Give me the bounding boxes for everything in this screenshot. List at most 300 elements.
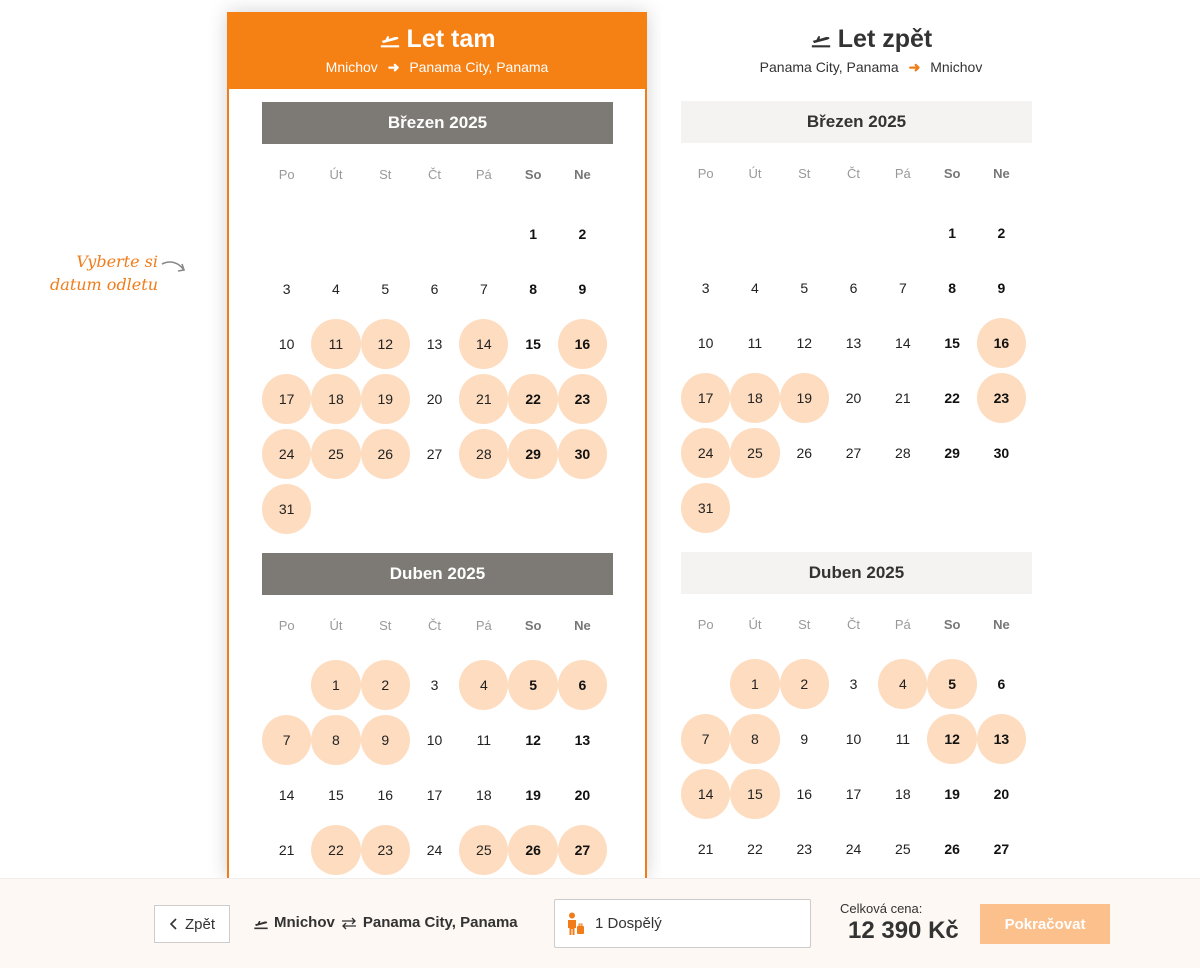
available-day[interactable]	[927, 711, 976, 766]
calendar-day	[878, 370, 927, 425]
day-number: 11	[311, 319, 360, 369]
inbound-destination: Mnichov	[930, 59, 983, 75]
day-number: 23	[558, 374, 607, 424]
weekday-label: St	[798, 166, 811, 181]
weekday-label: Pá	[475, 167, 492, 182]
available-day[interactable]	[681, 480, 730, 535]
day-number: 16	[377, 786, 394, 803]
empty-day	[459, 206, 508, 261]
weekday-label: Út	[329, 618, 343, 633]
day-number: 19	[780, 373, 829, 423]
weekday-label: Po	[278, 167, 295, 182]
day-number: 22	[944, 389, 960, 406]
weekday-label: St	[379, 618, 392, 633]
weekday-label: Pá	[894, 617, 911, 632]
calendar-day	[927, 315, 976, 370]
day-number: 5	[800, 279, 809, 296]
calendar-day	[681, 315, 730, 370]
day-number: 16	[558, 319, 607, 369]
day-number: 3	[701, 279, 710, 296]
calendar-day	[508, 767, 557, 822]
day-number: 10	[278, 335, 295, 352]
day-number: 18	[730, 373, 779, 423]
day-number: 1	[529, 225, 538, 242]
calendar-day	[262, 316, 311, 371]
available-day[interactable]	[311, 657, 360, 712]
weekday-label: Čt	[847, 166, 861, 181]
available-day[interactable]	[977, 370, 1026, 425]
calendar-day	[262, 822, 311, 877]
calendar-day	[410, 371, 459, 426]
available-day[interactable]	[262, 481, 311, 536]
available-day[interactable]	[361, 426, 410, 481]
day-number: 15	[328, 786, 344, 803]
available-day[interactable]	[558, 371, 607, 426]
empty-day	[410, 206, 459, 261]
month-title: Březen 2025	[681, 101, 1032, 143]
day-number: 7	[262, 715, 311, 765]
available-day[interactable]	[508, 822, 557, 877]
calendar-day	[927, 205, 976, 260]
day-number: 23	[796, 840, 813, 857]
day-number: 21	[278, 841, 295, 858]
day-number: 23	[977, 373, 1026, 423]
empty-day	[730, 205, 779, 260]
calendar-day	[780, 315, 829, 370]
day-number: 8	[730, 714, 779, 764]
calendar-day	[681, 260, 730, 315]
calendar-day	[508, 261, 557, 316]
day-number: 2	[361, 660, 410, 710]
calendar-day	[311, 767, 360, 822]
outbound-destination: Panama City, Panama	[409, 59, 549, 75]
day-number: 15	[730, 769, 779, 819]
day-number: 11	[895, 730, 911, 747]
calendar-day	[878, 766, 927, 821]
day-grid	[681, 143, 1032, 535]
day-number: 5	[381, 280, 390, 297]
day-number: 24	[426, 841, 443, 858]
day-number: 19	[361, 374, 410, 424]
day-number: 27	[845, 444, 862, 461]
empty-day	[878, 205, 927, 260]
calendar-day	[508, 316, 557, 371]
available-day[interactable]	[681, 425, 730, 480]
empty-day	[361, 206, 410, 261]
calendar-day	[977, 821, 1026, 876]
available-day[interactable]	[730, 370, 779, 425]
available-day[interactable]	[558, 316, 607, 371]
available-day[interactable]	[780, 656, 829, 711]
day-number: 22	[508, 374, 557, 424]
day-number: 18	[311, 374, 360, 424]
total-price-label: Celková cena:	[840, 901, 923, 916]
calendar-day	[829, 370, 878, 425]
month-block	[681, 101, 1032, 535]
day-number: 8	[948, 279, 957, 296]
calendar-day	[780, 821, 829, 876]
curved-arrow-icon	[160, 258, 188, 278]
day-number: 4	[459, 660, 508, 710]
day-number: 14	[278, 786, 295, 803]
month-block	[262, 553, 613, 932]
empty-day	[681, 656, 730, 711]
day-number: 6	[997, 675, 1006, 692]
calendar-day	[927, 766, 976, 821]
day-number: 13	[977, 714, 1026, 764]
calendar-day	[410, 822, 459, 877]
day-number: 25	[730, 428, 779, 478]
day-number: 24	[681, 428, 730, 478]
day-number: 10	[845, 730, 862, 747]
calendar-day	[730, 821, 779, 876]
day-number: 9	[578, 280, 587, 297]
calendar-day	[508, 712, 557, 767]
weekday-label: So	[524, 618, 542, 633]
weekday-label: Po	[697, 617, 714, 632]
day-number: 15	[525, 335, 541, 352]
calendar-day	[459, 261, 508, 316]
day-number: 13	[845, 334, 862, 351]
month-block	[681, 552, 1032, 931]
available-day[interactable]	[730, 766, 779, 821]
available-day[interactable]	[681, 766, 730, 821]
weekday-label: Čt	[428, 167, 442, 182]
calendar-day	[410, 767, 459, 822]
day-number: 31	[262, 484, 311, 534]
calendar-day	[558, 712, 607, 767]
available-day[interactable]	[311, 822, 360, 877]
day-number: 12	[361, 319, 410, 369]
day-number: 3	[282, 280, 291, 297]
day-number: 25	[895, 840, 911, 857]
day-number: 17	[845, 785, 862, 802]
calendar-day	[459, 767, 508, 822]
day-number: 17	[262, 374, 311, 424]
calendar-day	[730, 260, 779, 315]
available-day[interactable]	[558, 426, 607, 481]
calendar-day	[410, 261, 459, 316]
outbound-calendar	[229, 102, 645, 932]
day-number: 26	[796, 444, 813, 461]
day-number: 14	[459, 319, 508, 369]
day-number: 11	[747, 334, 763, 351]
available-day[interactable]	[730, 425, 779, 480]
day-number: 21	[459, 374, 508, 424]
weekday-label: Út	[748, 617, 762, 632]
available-day[interactable]	[262, 371, 311, 426]
date-hint	[48, 250, 158, 296]
calendar-day	[829, 425, 878, 480]
day-number: 22	[747, 840, 763, 857]
calendar-day	[558, 767, 607, 822]
day-number: 1	[948, 224, 957, 241]
hint-line-1: Vyberte si	[76, 252, 158, 271]
outbound-title: Let tam	[406, 25, 496, 53]
inbound-panel	[661, 12, 1081, 878]
day-number: 21	[895, 389, 911, 406]
day-number: 29	[944, 444, 960, 461]
day-number: 19	[944, 785, 960, 802]
calendar-day	[780, 260, 829, 315]
day-number: 27	[993, 840, 1010, 857]
day-number: 24	[845, 840, 862, 857]
trip-destination: Panama City, Panama	[362, 914, 518, 931]
available-day[interactable]	[361, 657, 410, 712]
calendar-day	[977, 260, 1026, 315]
calendar-day	[780, 766, 829, 821]
day-number: 7	[898, 279, 907, 296]
available-day[interactable]	[459, 657, 508, 712]
weekday-label: Po	[697, 166, 714, 181]
available-day[interactable]	[780, 370, 829, 425]
inbound-title: Let zpět	[837, 25, 933, 53]
available-day[interactable]	[311, 426, 360, 481]
available-day[interactable]	[311, 712, 360, 767]
available-day[interactable]	[361, 822, 410, 877]
calendar-day	[410, 426, 459, 481]
calendar-day	[829, 656, 878, 711]
calendar-day	[361, 261, 410, 316]
back-button[interactable]	[154, 905, 230, 943]
inbound-route	[661, 58, 1081, 76]
empty-day	[829, 205, 878, 260]
calendar-day	[508, 206, 557, 261]
month-title: Březen 2025	[262, 102, 613, 144]
available-day[interactable]	[681, 711, 730, 766]
trip-origin: Mnichov	[274, 914, 335, 931]
available-day[interactable]	[558, 657, 607, 712]
calendar-day	[681, 821, 730, 876]
available-day[interactable]	[730, 711, 779, 766]
day-number: 6	[849, 279, 858, 296]
day-number: 12	[796, 334, 813, 351]
day-number: 2	[780, 659, 829, 709]
empty-day	[262, 206, 311, 261]
day-number: 30	[558, 429, 607, 479]
day-number: 9	[997, 279, 1006, 296]
calendar-day	[927, 260, 976, 315]
calendar-day	[780, 711, 829, 766]
day-number: 22	[311, 825, 360, 875]
day-number: 1	[730, 659, 779, 709]
day-number: 19	[525, 786, 541, 803]
calendar-day	[829, 766, 878, 821]
weekday-label: Ne	[574, 167, 591, 182]
weekday-label: Pá	[475, 618, 492, 633]
calendar-day	[878, 711, 927, 766]
outbound-origin: Mnichov	[325, 59, 378, 75]
day-number: 12	[927, 714, 976, 764]
day-number: 18	[476, 786, 492, 803]
calendar-day	[977, 425, 1026, 480]
calendar-day	[730, 315, 779, 370]
plane-departure-icon	[253, 915, 269, 931]
day-number: 13	[574, 731, 591, 748]
calendar-day	[878, 425, 927, 480]
available-day[interactable]	[730, 656, 779, 711]
plane-departure-icon	[810, 28, 832, 50]
available-day[interactable]	[459, 371, 508, 426]
plane-departure-icon	[379, 28, 401, 50]
available-day[interactable]	[558, 822, 607, 877]
weekday-label: Po	[278, 618, 295, 633]
day-number: 16	[796, 785, 813, 802]
available-day[interactable]	[681, 370, 730, 425]
calendar-day	[262, 767, 311, 822]
available-day[interactable]	[311, 316, 360, 371]
inbound-origin: Panama City, Panama	[759, 59, 899, 75]
day-number: 16	[977, 318, 1026, 368]
day-number: 18	[895, 785, 911, 802]
day-number: 4	[878, 659, 927, 709]
day-number: 25	[459, 825, 508, 875]
calendar-day	[410, 657, 459, 712]
day-number: 29	[508, 429, 557, 479]
day-number: 9	[800, 730, 809, 747]
day-number: 26	[944, 840, 960, 857]
available-day[interactable]	[361, 712, 410, 767]
weekday-label: So	[943, 617, 961, 632]
calendar-day	[410, 712, 459, 767]
calendar-day	[829, 821, 878, 876]
available-day[interactable]	[977, 315, 1026, 370]
calendar-day	[829, 260, 878, 315]
day-number: 15	[944, 334, 960, 351]
weekday-label: Út	[748, 166, 762, 181]
day-number: 24	[262, 429, 311, 479]
total-price: 12 390 Kč	[848, 917, 959, 944]
weekday-label: St	[798, 617, 811, 632]
passenger-luggage-icon	[565, 912, 585, 936]
calendar-day	[927, 821, 976, 876]
weekday-label: Čt	[847, 617, 861, 632]
calendar-day	[977, 205, 1026, 260]
round-trip-arrows-icon	[340, 917, 358, 929]
day-number: 14	[681, 769, 730, 819]
month-title: Duben 2025	[262, 553, 613, 595]
calendar-day	[558, 261, 607, 316]
day-number: 2	[997, 224, 1006, 241]
calendar-day	[927, 370, 976, 425]
bottom-bar	[0, 878, 1200, 968]
day-number: 4	[751, 279, 759, 296]
available-day[interactable]	[262, 712, 311, 767]
available-day[interactable]	[927, 656, 976, 711]
calendar-day	[878, 260, 927, 315]
available-day[interactable]	[878, 656, 927, 711]
available-day[interactable]	[977, 711, 1026, 766]
day-number: 17	[426, 786, 443, 803]
empty-day	[262, 657, 311, 712]
day-number: 13	[426, 335, 443, 352]
weekday-label: Ne	[993, 166, 1010, 181]
month-title: Duben 2025	[681, 552, 1032, 594]
day-number: 31	[681, 483, 730, 533]
available-day[interactable]	[361, 371, 410, 426]
arrow-right-icon: ➜	[908, 59, 921, 75]
weekday-label: Ne	[993, 617, 1010, 632]
inbound-calendar	[661, 101, 1081, 931]
day-number: 14	[895, 334, 911, 351]
day-number: 26	[361, 429, 410, 479]
day-number: 3	[849, 675, 858, 692]
day-number: 17	[681, 373, 730, 423]
available-day[interactable]	[459, 822, 508, 877]
day-number: 25	[311, 429, 360, 479]
available-day[interactable]	[508, 657, 557, 712]
calendar-day	[262, 261, 311, 316]
day-number: 2	[578, 225, 587, 242]
continue-button[interactable]: Pokračovat	[980, 904, 1110, 944]
inbound-header	[661, 12, 1081, 88]
calendar-day	[780, 425, 829, 480]
day-number: 20	[426, 390, 443, 407]
calendar-day	[459, 712, 508, 767]
day-number: 26	[508, 825, 557, 875]
outbound-panel	[227, 12, 647, 878]
calendar-day	[878, 315, 927, 370]
day-number: 3	[430, 676, 439, 693]
day-number: 8	[311, 715, 360, 765]
day-grid	[262, 144, 613, 536]
empty-day	[681, 205, 730, 260]
day-number: 5	[508, 660, 557, 710]
weekday-label: Ne	[574, 618, 591, 633]
weekday-label: Čt	[428, 618, 442, 633]
calendar-day	[878, 821, 927, 876]
back-label: Zpět	[184, 915, 215, 933]
day-number: 1	[311, 660, 360, 710]
available-day[interactable]	[459, 316, 508, 371]
day-number: 6	[430, 280, 439, 297]
calendar-day	[927, 425, 976, 480]
weekday-label: St	[379, 167, 392, 182]
trip-summary	[253, 914, 518, 931]
arrow-right-icon: ➜	[387, 59, 400, 75]
available-day[interactable]	[508, 426, 557, 481]
day-number: 11	[476, 731, 492, 748]
day-number: 27	[558, 825, 607, 875]
available-day[interactable]	[508, 371, 557, 426]
month-block	[262, 102, 613, 536]
outbound-route	[227, 58, 647, 76]
day-number: 28	[459, 429, 508, 479]
empty-day	[311, 206, 360, 261]
calendar-day	[361, 767, 410, 822]
day-number: 23	[361, 825, 410, 875]
day-number: 28	[895, 444, 911, 461]
day-number: 30	[993, 444, 1010, 461]
day-number: 21	[697, 840, 714, 857]
day-number: 4	[332, 280, 340, 297]
available-day[interactable]	[311, 371, 360, 426]
day-number: 12	[525, 731, 541, 748]
day-number: 7	[681, 714, 730, 764]
day-number: 9	[361, 715, 410, 765]
outbound-header	[227, 12, 647, 89]
available-day[interactable]	[361, 316, 410, 371]
day-number: 7	[479, 280, 488, 297]
day-number: 27	[426, 445, 443, 462]
weekday-label: Pá	[894, 166, 911, 181]
available-day[interactable]	[459, 426, 508, 481]
available-day[interactable]	[262, 426, 311, 481]
passenger-selector[interactable]	[554, 899, 811, 948]
weekday-label: Út	[329, 167, 343, 182]
calendar-day	[829, 711, 878, 766]
day-number: 20	[845, 389, 862, 406]
